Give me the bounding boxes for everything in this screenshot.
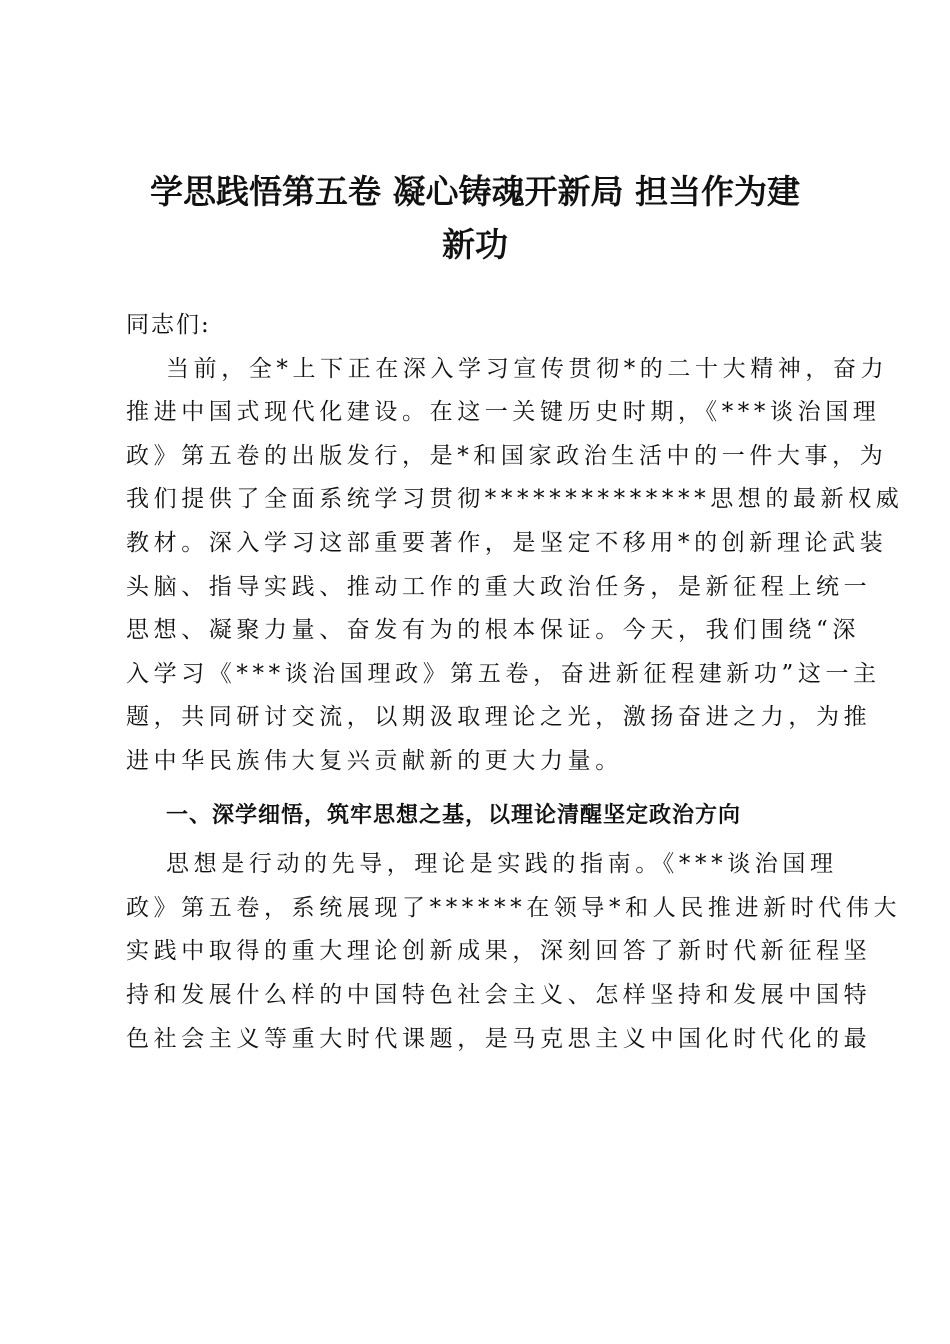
text-line: 色社会主义等重大时代课题，是马克思主义中国化时代化的最 xyxy=(126,1025,872,1052)
text-line: 持和发展什么样的中国特色社会主义、怎样坚持和发展中国特 xyxy=(126,981,872,1008)
document-title xyxy=(100,165,850,271)
paragraph-intro xyxy=(126,348,904,784)
text-line: 教材。深入学习这部重要著作，是坚定不移用*的创新理论武装 xyxy=(126,529,888,556)
text-line: 当前，全*上下正在深入学习宣传贯彻*的二十大精神，奋力 xyxy=(166,355,889,382)
section-heading: 一、深学细悟，筑牢思想之基，以理论清醒坚定政治方向 xyxy=(166,802,742,828)
text-line: 政》第五卷的出版发行，是*和国家政治生活中的一件大事，为 xyxy=(126,442,888,469)
text-line: 思想、凝聚力量、奋发有为的根本保证。今天，我们围绕“深 xyxy=(126,617,860,644)
greeting: 同志们: xyxy=(126,312,211,338)
text-line: 实践中取得的重大理论创新成果，深刻回答了新时代新征程坚 xyxy=(126,938,872,965)
title-line-1: 学思践悟第五卷 凝心铸魂开新局 担当作为建 xyxy=(150,172,800,211)
text-line: 头脑、指导实践、推动工作的重大政治任务，是新征程上统一 xyxy=(126,573,872,600)
text-line: 我们提供了全面系统学习贯彻**************思想的最新权威 xyxy=(126,486,904,513)
text-line: 思想是行动的先导，理论是实践的指南。《***谈治国理 xyxy=(166,851,838,878)
text-line: 推进中国式现代化建设。在这一关键历史时期，《***谈治国理 xyxy=(126,399,881,426)
text-line: 题，共同研讨交流，以期汲取理论之光，激扬奋进之力，为推 xyxy=(126,704,872,731)
document-body xyxy=(126,304,904,1061)
text-line: 进中华民族伟大复兴贡献新的更大力量。 xyxy=(126,747,623,774)
paragraph-section-1 xyxy=(126,843,902,1061)
title-line-2: 新功 xyxy=(442,225,508,264)
text-line: 政》第五卷，系统展现了******在领导*和人民推进新时代伟大 xyxy=(126,894,902,921)
text-line: 入学习《***谈治国理政》第五卷，奋进新征程建新功”这一主 xyxy=(126,660,881,687)
